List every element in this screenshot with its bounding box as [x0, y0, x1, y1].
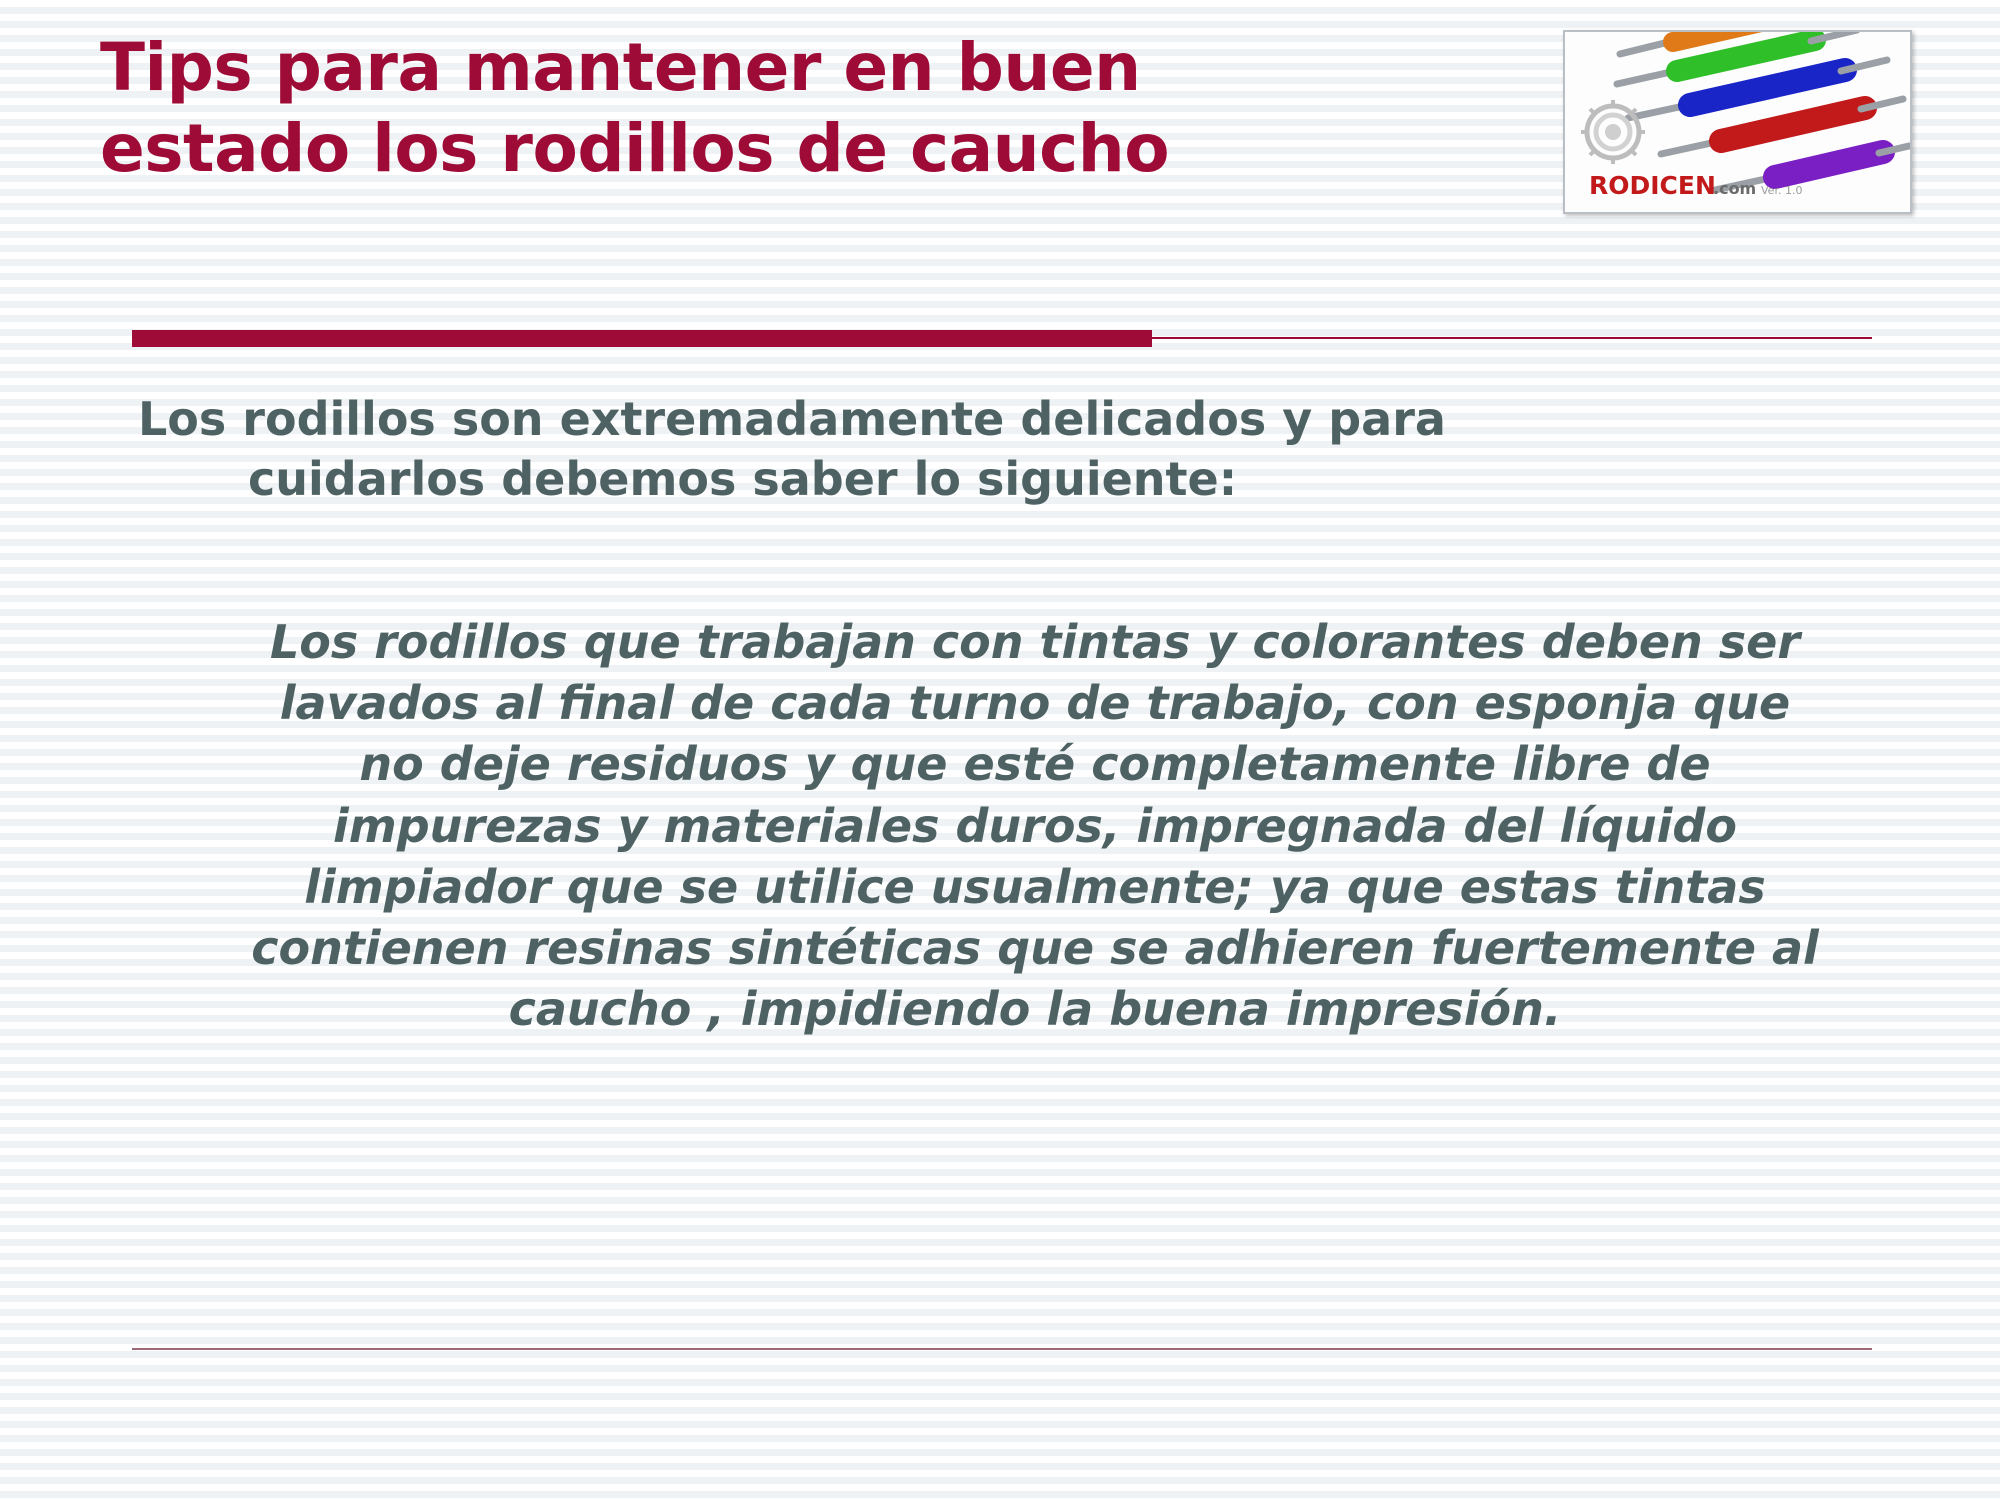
slide-title-line-2: estado los rodillos de caucho [100, 109, 1170, 187]
bottom-divider [132, 1348, 1872, 1350]
logo-brand-text: RODICEN [1589, 171, 1716, 200]
body-paragraph: Los rodillos que trabajan con tintas y colorantes deben ser lavados al final de cada turno de trabajo, con esponja que no deje residuos y que esté completamente libre de impurezas y materiales duros, impregnada del líquido limpiador que se utilice usualmente; ya que estas tintas contienen resinas sintéticas que se adhieren fuertemente al caucho , impidiendo la buena impresión. [251, 615, 1819, 1037]
rodicen-logo-graphic [1565, 32, 1910, 212]
lead-line-1: Los rodillos son extremadamente delicados y para [138, 392, 1446, 446]
divider-thick-bar [132, 330, 1152, 347]
logo-domain-text: .com [1713, 179, 1757, 198]
slide-title [100, 28, 1540, 189]
divider-thin-line [1152, 337, 1872, 339]
lead-line-2: cuidarlos debemos saber lo siguiente: [248, 451, 1238, 506]
title-divider [132, 330, 1872, 348]
logo-version-text: Ver. 1.0 [1761, 184, 1803, 197]
page-title [100, 28, 1540, 189]
rodicen-logo [1563, 30, 1912, 214]
slide-title-line-1: Tips para mantener en buen [100, 29, 1141, 106]
lead-paragraph [138, 390, 1858, 510]
